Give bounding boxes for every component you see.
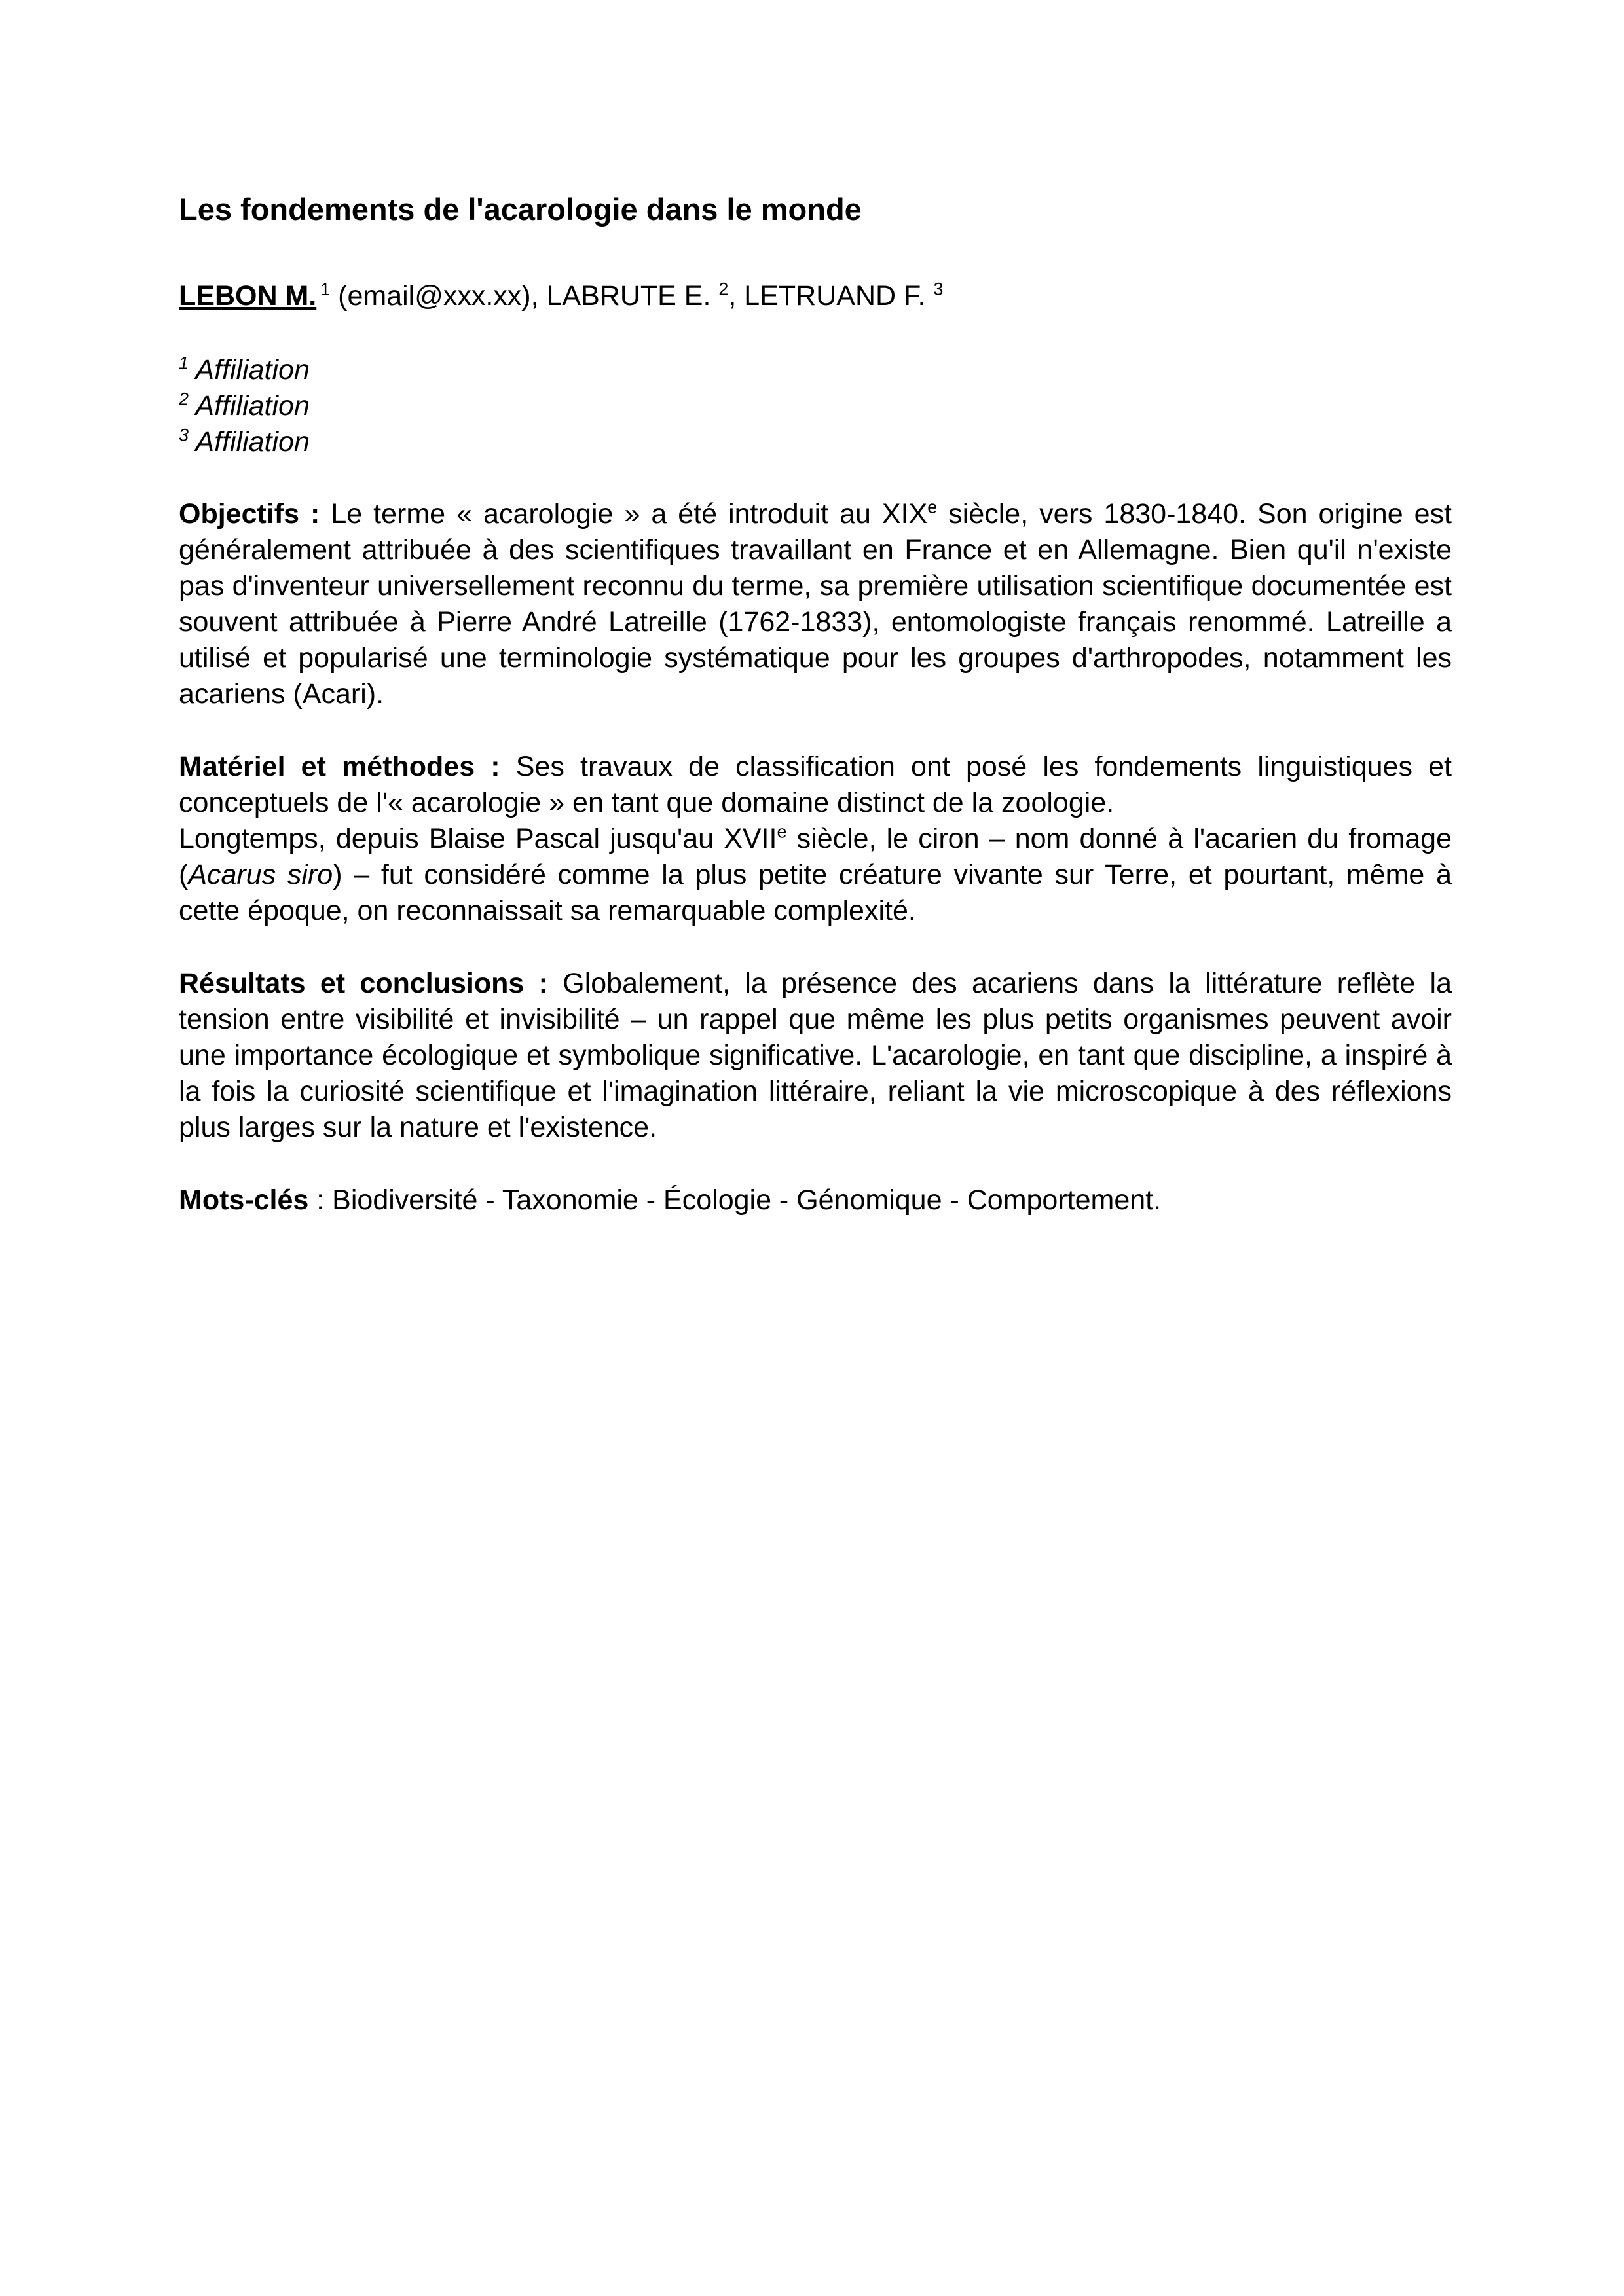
authors-segment-2: , LETRUAND F.: [728, 280, 934, 312]
author-affiliation-marker-2: 2: [718, 279, 729, 299]
methodes-segment-3: siècle, le ciron – nom donné à l'acarien du fromage (: [179, 823, 1452, 890]
affiliation-marker-2: 2: [179, 389, 189, 409]
keywords-text: : Biodiversité - Taxonomie - Écologie - Génomique - Comportement.: [308, 1184, 1162, 1216]
author-affiliation-marker-1: 1: [320, 279, 331, 299]
methodes-segment-2: Longtemps, depuis Blaise Pascal jusqu'au XVII: [179, 823, 777, 854]
authors-segment-1: (email@xxx.xx), LABRUTE E.: [330, 280, 719, 312]
page-content: [179, 191, 1452, 1218]
objectifs-ordinal-sup: e: [927, 497, 938, 517]
affiliation-line-2: [179, 388, 1452, 424]
affiliation-line-1: [179, 352, 1452, 388]
page-title: Les fondements de l'acarologie dans le monde: [179, 192, 862, 227]
paragraph-objectifs: [179, 496, 1452, 712]
keywords-line: [179, 1182, 1452, 1218]
affiliation-marker-1: 1: [179, 353, 189, 373]
affiliation-line-3: [179, 424, 1452, 460]
methodes-segment-4: ) – fut considéré comme la plus petite créature vivante sur Terre, et pourtant, même à cette époque, on reconnaissait sa remarquable complexité.: [179, 859, 1452, 926]
resultats-segment-1: Globalement, la présence des acariens dans la littérature reflète la tension entre visibilité et invisibilité – un rappel que même les plus petits organismes peuvent avoir une importance écologique et symbolique significative. L'acarologie, en tant que discipline, a inspiré à la fois la curiosité scientifique et l'imagination littéraire, reliant la vie microscopique à des réflexions plus larges sur la nature et l'existence.: [179, 968, 1452, 1143]
affiliation-marker-3: 3: [179, 425, 189, 445]
resultats-label: Résultats et conclusions :: [179, 968, 548, 999]
objectifs-segment-1: Le terme « acarologie » a été introduit au XIX: [320, 498, 928, 530]
author-affiliation-marker-3: 3: [933, 279, 944, 299]
affiliation-text-2: Affiliation: [189, 390, 310, 422]
affiliation-text-1: Affiliation: [189, 354, 310, 386]
paragraph-methodes: [179, 749, 1452, 929]
methodes-label: Matériel et méthodes :: [179, 751, 500, 782]
objectifs-label: Objectifs :: [179, 498, 320, 530]
methodes-ordinal-sup: e: [777, 822, 787, 842]
keywords-label: Mots-clés: [179, 1184, 309, 1216]
species-name: Acarus siro: [188, 859, 333, 890]
author-name-1: LEBON M.: [179, 280, 317, 312]
methodes-segment-1: Ses travaux de classification ont posé les fondements linguistiques et conceptuels de l'« acarologie » en tant que domaine distinct de la zoologie.: [179, 751, 1452, 818]
authors-line: [179, 278, 1452, 314]
paragraph-resultats: [179, 966, 1452, 1146]
objectifs-segment-2: siècle, vers 1830-1840. Son origine est généralement attribuée à des scientifiques travaillant en France et en Allemagne. Bien qu'il n'existe pas d'inventeur universellement reconnu du terme, sa première utilisation scientifique documentée est souvent attribuée à Pierre André Latreille (1762-1833), entomologiste français renommé. Latreille a utilisé et popularisé une terminologie systématique pour les groupes d'arthropodes, notamment les acariens (Acari).: [179, 498, 1452, 710]
affiliations-block: [179, 352, 1452, 460]
affiliation-text-3: Affiliation: [189, 426, 310, 458]
